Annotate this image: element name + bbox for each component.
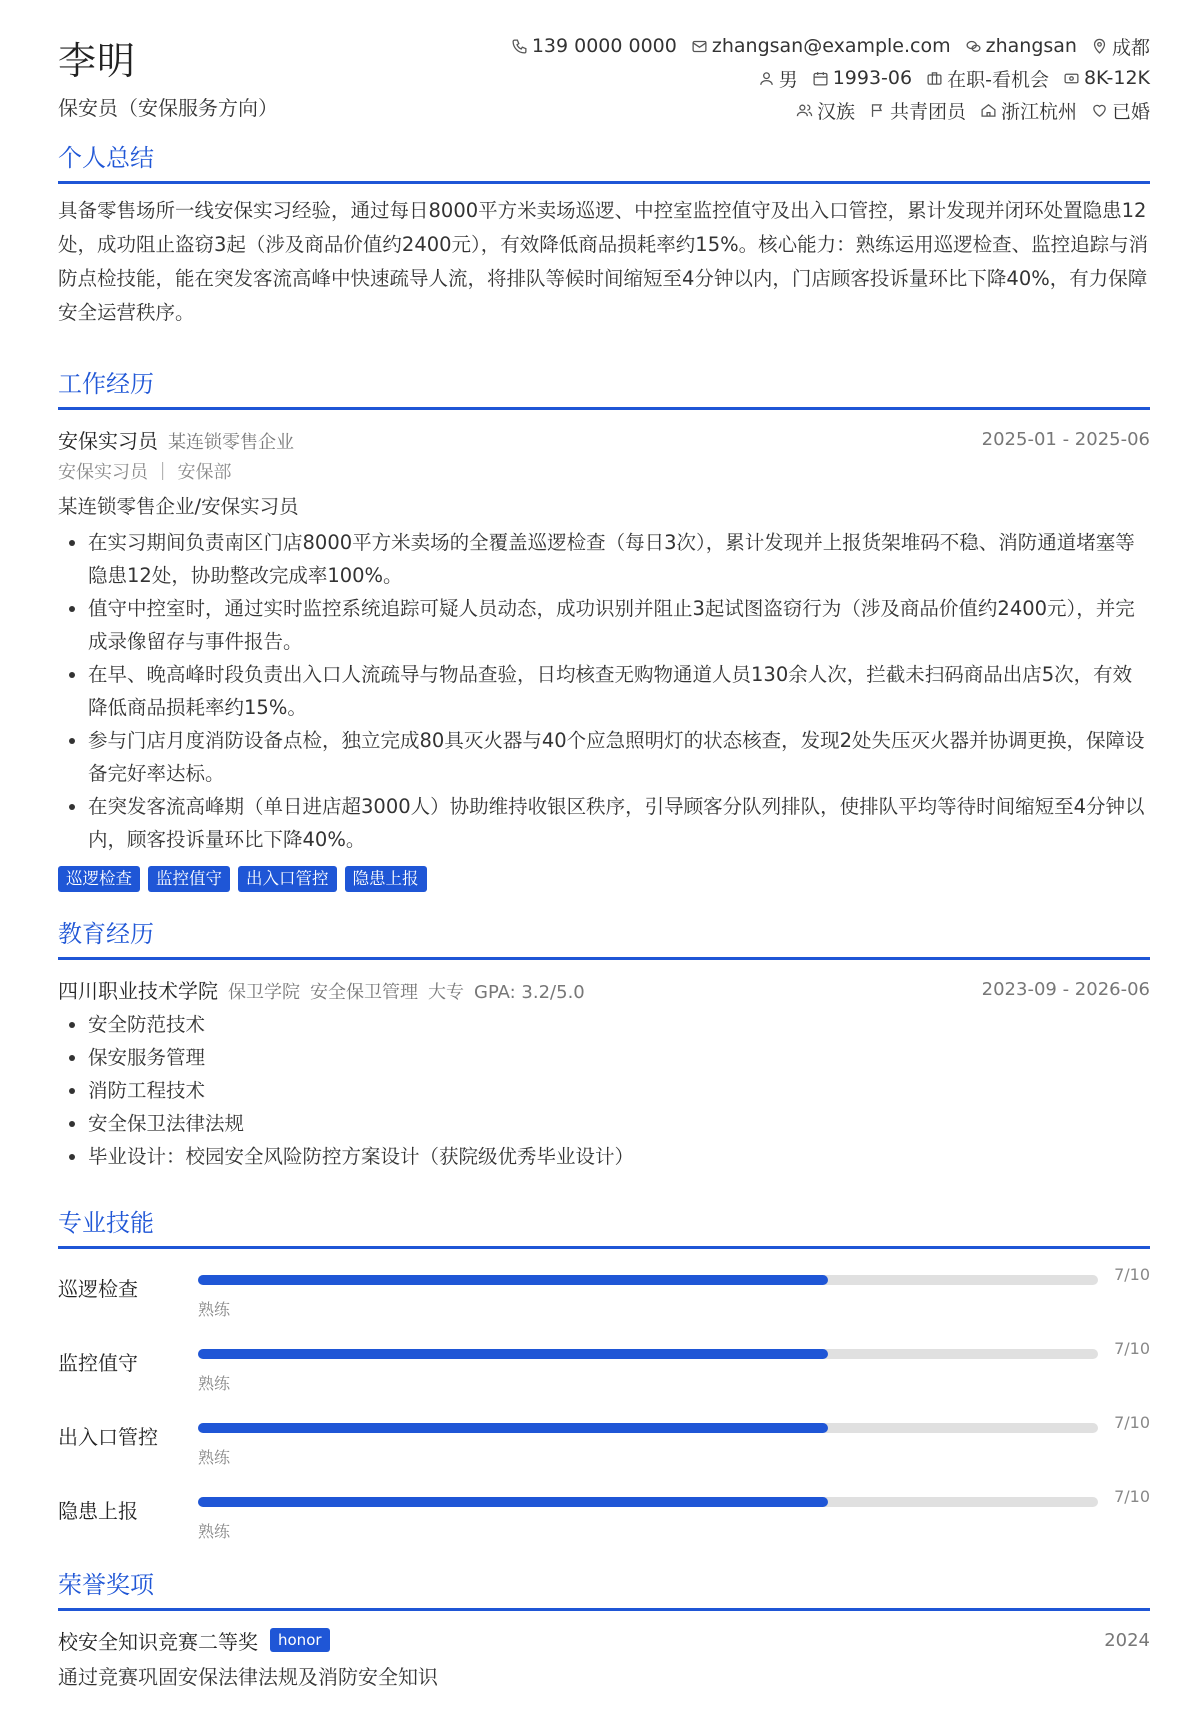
contact-gender: 男 bbox=[758, 65, 798, 92]
skills-section bbox=[58, 1203, 1150, 1545]
contact-hometown: 浙江杭州 bbox=[980, 97, 1077, 124]
wallet-icon bbox=[1063, 70, 1080, 87]
list-item: • 毕业设计：校园安全风险防控方案设计（获院级优秀毕业设计） bbox=[88, 1140, 1150, 1173]
work-tags bbox=[58, 866, 1150, 892]
skill-name: 隐患上报 bbox=[58, 1499, 138, 1523]
school-name: 四川职业技术学院 bbox=[58, 978, 218, 1003]
skill-row bbox=[58, 1249, 1150, 1323]
work-section bbox=[58, 364, 1150, 892]
award-year: 2024 bbox=[1104, 1629, 1150, 1651]
skill-bar-track bbox=[198, 1423, 1098, 1433]
skill-bar-fill bbox=[198, 1423, 828, 1433]
contact-salary: 8K-12K bbox=[1063, 67, 1150, 89]
section-title-skills: 专业技能 bbox=[58, 1203, 1150, 1249]
briefcase-icon bbox=[926, 70, 943, 87]
home-icon bbox=[980, 102, 997, 119]
skill-name: 监控值守 bbox=[58, 1351, 138, 1375]
contact-status: 在职-看机会 bbox=[926, 65, 1049, 92]
contact-marital: 已婚 bbox=[1091, 97, 1150, 124]
tag: 隐患上报 bbox=[345, 866, 427, 892]
education-section bbox=[58, 914, 1150, 1173]
skill-bar-fill bbox=[198, 1349, 828, 1359]
skill-bar-track bbox=[198, 1497, 1098, 1507]
skill-bar-fill bbox=[198, 1275, 828, 1285]
tag: 监控值守 bbox=[148, 866, 230, 892]
degree: 大专 bbox=[428, 981, 464, 1003]
work-entry-header bbox=[58, 422, 1150, 456]
summary-text: 具备零售场所一线安保实习经验，通过每日8000平方米卖场巡逻、中控室监控值守及出入口管控，累计发现并闭环处置隐患12处，成功阻止盗窃3起（涉及商品价值约2400元），有效降低商品损耗率约15%。核心能力：熟练运用巡逻检查、监控追踪与消防点检技能，能在突发客流高峰中快速疏导人流，将排队等候时间缩短至4分钟以内，门店顾客投诉量环比下降40%，有力保障安全运营秩序。 bbox=[58, 199, 1149, 324]
work-dept-line: 安保实习员 ｜ 安保部 bbox=[58, 462, 232, 483]
section-title-summary: 个人总结 bbox=[58, 138, 1150, 184]
contact-birth: 1993-06 bbox=[812, 67, 912, 89]
skill-name: 巡逻检查 bbox=[58, 1277, 138, 1301]
list-item: • 安全保卫法律法规 bbox=[88, 1107, 1150, 1140]
gpa: GPA: 3.2/5.0 bbox=[474, 981, 585, 1003]
list-item: • 安全防范技术 bbox=[88, 1008, 1150, 1041]
list-item: • 值守中控室时，通过实时监控系统追踪可疑人员动态，成功识别并阻止3起试图盗窃行为（涉及商品价值约2400元），并完成录像留存与事件报告。 bbox=[88, 592, 1150, 658]
skill-name: 出入口管控 bbox=[58, 1425, 158, 1449]
education-courses bbox=[58, 1008, 1150, 1173]
list-item: • 参与门店月度消防设备点检，独立完成80具灭火器与40个应急照明灯的状态核查，发现2处失压灭火器并协调更换，保障设备完好率达标。 bbox=[88, 724, 1150, 790]
skill-row bbox=[58, 1397, 1150, 1471]
mail-icon bbox=[691, 38, 708, 55]
education-entry-header bbox=[58, 972, 1150, 1006]
contact-block bbox=[497, 30, 1150, 126]
candidate-title: 保安员（安保服务方向） bbox=[58, 96, 278, 120]
summary-section bbox=[58, 138, 1150, 330]
flag-icon bbox=[869, 102, 886, 119]
work-bullets bbox=[58, 526, 1150, 856]
college-name: 保卫学院 bbox=[228, 981, 300, 1003]
contact-politics: 共青团员 bbox=[869, 97, 966, 124]
education-date: 2023-09 - 2026-06 bbox=[981, 978, 1150, 1000]
user-icon bbox=[758, 70, 775, 87]
contact-row-3 bbox=[497, 94, 1150, 126]
list-item: • 保安服务管理 bbox=[88, 1041, 1150, 1074]
skill-bar-track bbox=[198, 1275, 1098, 1285]
skill-bar-track bbox=[198, 1349, 1098, 1359]
work-date: 2025-01 - 2025-06 bbox=[981, 428, 1150, 450]
list-item: • 消防工程技术 bbox=[88, 1074, 1150, 1107]
candidate-name: 李明 bbox=[58, 39, 137, 83]
skill-bar-fill bbox=[198, 1497, 828, 1507]
resume-header bbox=[58, 0, 1150, 138]
list-item: • 在实习期间负责南区门店8000平方米卖场的全覆盖巡逻检查（每日3次），累计发现并上报货架堆码不稳、消防通道堵塞等隐患12处，协助整改完成率100%。 bbox=[88, 526, 1150, 592]
major-name: 安全保卫管理 bbox=[310, 981, 418, 1003]
skill-score: 7/10 bbox=[1114, 1339, 1150, 1358]
skills-list bbox=[58, 1249, 1150, 1545]
skill-row bbox=[58, 1471, 1150, 1545]
contact-phone[interactable]: 139 0000 0000 bbox=[511, 35, 677, 57]
contact-city: 成都 bbox=[1091, 33, 1150, 60]
people-icon bbox=[796, 102, 813, 119]
contact-row-2 bbox=[497, 62, 1150, 94]
work-company: 某连锁零售企业 bbox=[168, 431, 294, 453]
skill-score: 7/10 bbox=[1114, 1413, 1150, 1432]
phone-icon bbox=[511, 38, 528, 55]
tag: 巡逻检查 bbox=[58, 866, 140, 892]
skill-row bbox=[58, 1323, 1150, 1397]
skill-level: 熟练 bbox=[198, 1522, 231, 1541]
work-org-line: 某连锁零售企业/安保实习员 bbox=[58, 495, 299, 518]
contact-ethnicity: 汉族 bbox=[796, 97, 855, 124]
skill-score: 7/10 bbox=[1114, 1265, 1150, 1284]
awards-section bbox=[58, 1565, 1150, 1690]
award-name: 校安全知识竞赛二等奖 bbox=[58, 1629, 258, 1654]
list-item: • 在突发客流高峰期（单日进店超3000人）协助维持收银区秩序，引导顾客分队列排队，使排队平均等待时间缩短至4分钟以内，顾客投诉量环比下降40%。 bbox=[88, 790, 1150, 856]
award-desc: 通过竞赛巩固安保法律法规及消防安全知识 bbox=[58, 1665, 438, 1689]
location-icon bbox=[1091, 38, 1108, 55]
calendar-icon bbox=[812, 70, 829, 87]
list-item: • 在早、晚高峰时段负责出入口人流疏导与物品查验，日均核查无购物通道人员130余人次，拦截未扫码商品出店5次，有效降低商品损耗率约15%。 bbox=[88, 658, 1150, 724]
contact-wechat[interactable]: zhangsan bbox=[965, 35, 1077, 57]
heart-icon bbox=[1091, 102, 1108, 119]
section-title-awards: 荣誉奖项 bbox=[58, 1565, 1150, 1611]
contact-email[interactable]: zhangsan@example.com bbox=[691, 35, 951, 57]
skill-level: 熟练 bbox=[198, 1300, 231, 1319]
skill-level: 熟练 bbox=[198, 1448, 231, 1467]
wechat-icon bbox=[965, 38, 982, 55]
award-entry-header bbox=[58, 1623, 1150, 1657]
resume-page bbox=[58, 0, 1150, 1710]
skill-level: 熟练 bbox=[198, 1374, 231, 1393]
skill-score: 7/10 bbox=[1114, 1487, 1150, 1506]
contact-row-1 bbox=[497, 30, 1150, 62]
tag: 出入口管控 bbox=[238, 866, 337, 892]
work-role: 安保实习员 bbox=[58, 428, 158, 453]
award-badge: honor bbox=[270, 1628, 330, 1652]
section-title-work: 工作经历 bbox=[58, 364, 1150, 410]
section-title-education: 教育经历 bbox=[58, 914, 1150, 960]
